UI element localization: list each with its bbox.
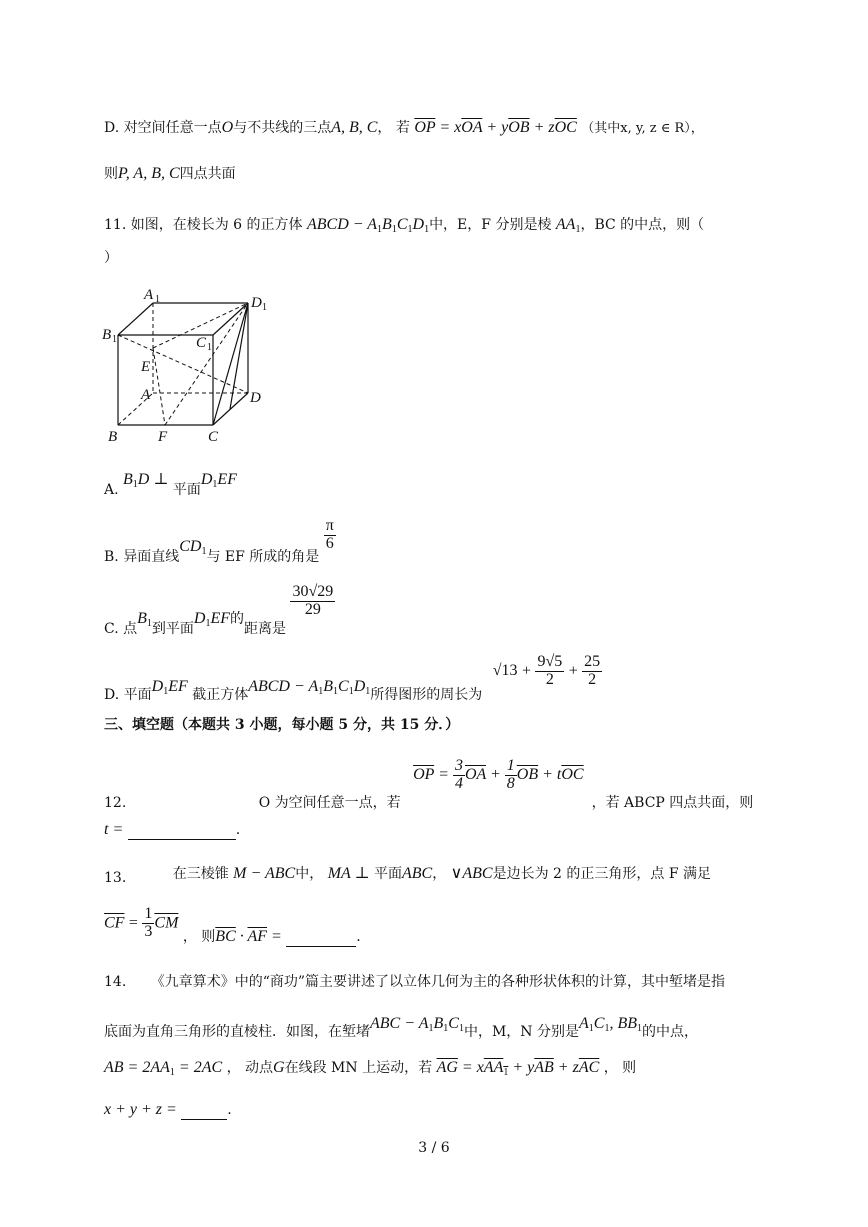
- text: 平面: [374, 866, 402, 882]
- text: 是边长为 2 的正三角形，点 F 满足: [492, 866, 712, 882]
- text: .: [356, 929, 361, 946]
- text: 底面为直角三角形的直棱柱．如图，在堑堵: [104, 1024, 370, 1040]
- text: 则: [104, 166, 118, 182]
- text: 与 EF 所成的角是: [206, 549, 320, 566]
- math-plane: $D_1EF$: [151, 678, 188, 698]
- fraction: [290, 584, 335, 619]
- label-a1: A: [144, 287, 154, 303]
- numerator: 1: [506, 757, 515, 774]
- text: .: [235, 822, 241, 838]
- text: 异面直线: [123, 549, 180, 566]
- label-a: A: [141, 387, 151, 403]
- svg-text:1: 1: [112, 334, 117, 345]
- q14-line4: [104, 1100, 232, 1120]
- math-plane: $D_1EF$: [193, 610, 231, 630]
- denominator: 29: [304, 600, 321, 618]
- denominator: 4: [454, 774, 463, 792]
- svg-text:1: 1: [262, 302, 267, 313]
- text: 的中点，: [642, 1024, 698, 1040]
- vector-equation: $\overline{OP} = x\overline{OA} + y\overline{OB} + z\overline{OC}$: [414, 119, 577, 136]
- vector-equation: $\overline{OP}$ = $\frac{3}{4}$ $\overline{OA}$ + $\frac{1}{8}$ $\overline{OB} + t\overline{OC}$: [413, 757, 584, 792]
- question-number: 13.: [104, 870, 127, 886]
- math-edges: $A_1C_1$, $BB_1$: [579, 1015, 642, 1034]
- vector: $\overline{OB}$: [516, 765, 539, 783]
- vector: $\overline{OA}$: [464, 765, 486, 783]
- option-label: B.: [104, 549, 119, 566]
- q12-line1: [104, 757, 754, 811]
- math-line: $CD_1$: [179, 538, 207, 558]
- numerator: 1: [144, 905, 153, 922]
- denominator: 2: [545, 670, 554, 688]
- fraction-1: [535, 654, 564, 689]
- vector: $\overline{CM}$: [154, 914, 179, 932]
- text: 平面: [172, 482, 201, 498]
- math-plane: ABC: [402, 865, 433, 882]
- text: 在线段 MN 上运动，若: [284, 1060, 433, 1076]
- text: ，若 ABCP 四点共面，则: [591, 794, 754, 811]
- question-number: 12.: [104, 794, 127, 811]
- edge-aa1: $AA_1$: [555, 216, 581, 235]
- q12-line2: [104, 820, 240, 840]
- answer-label: x + y + z =: [104, 1101, 177, 1118]
- math-expr: $B_1D$ ⊥: [123, 471, 169, 490]
- text: ， 动点: [226, 1060, 274, 1076]
- math-cube: ABCD − $A_1B_1C_1D_1$: [248, 678, 371, 698]
- text: 所得图形的周长为: [370, 687, 483, 704]
- denominator: 8: [506, 774, 515, 792]
- option-label: D.: [104, 120, 120, 136]
- answer-label: t =: [104, 821, 124, 838]
- q11-option-b: [104, 517, 336, 566]
- text: ， 则: [182, 929, 216, 946]
- numerator: 30√29: [292, 583, 334, 600]
- label-c: C: [208, 429, 219, 445]
- vector: $\overline{CF}$: [104, 914, 125, 932]
- denominator: 6: [325, 534, 334, 552]
- text: 在三棱锥: [172, 866, 229, 882]
- text: 点: [123, 621, 138, 638]
- option-label: D.: [104, 687, 120, 704]
- option-label: A.: [104, 482, 119, 498]
- label-d: D: [250, 390, 261, 406]
- sqrt-term: √13: [492, 662, 518, 680]
- cube-figure: [100, 285, 280, 450]
- math-prism: ABC − $A_1B_1C_1$: [370, 1015, 464, 1034]
- fraction: [142, 906, 154, 941]
- label-d1: D: [251, 295, 262, 311]
- q11-stem: [104, 215, 704, 236]
- math-plane: $D_1EF$: [200, 471, 237, 490]
- text: ，: [432, 866, 447, 882]
- condition-note: （其中x, y, z ∈ R），: [581, 121, 704, 136]
- q14-line3: [104, 1058, 636, 1079]
- q14-line2: [104, 1014, 698, 1040]
- q10-option-d-line1: [104, 118, 704, 137]
- vector-equation: $\overline{AG} = xAA_1 + y\overline{AB} + z\overline{AC}$: [436, 1059, 600, 1078]
- denominator: 2: [588, 670, 597, 688]
- text: 平面: [123, 687, 152, 704]
- option-label: C.: [104, 621, 119, 638]
- fraction: [324, 518, 336, 553]
- text: ）: [104, 250, 118, 266]
- q14-line1: [104, 974, 725, 991]
- section-heading: 三、填空题（本题共 3 小题，每小题 5 分，共 15 分．）: [104, 717, 460, 733]
- label-f: F: [158, 429, 168, 445]
- label-e: E: [141, 359, 151, 375]
- answer-blank[interactable]: [181, 1102, 227, 1120]
- text: =: [128, 914, 138, 932]
- label-c1: C: [196, 335, 207, 351]
- math-expr: MA ⊥: [327, 865, 370, 882]
- text: ，BC 的中点，则（: [580, 217, 705, 233]
- text: ， 若: [377, 120, 410, 136]
- answer-blank[interactable]: [286, 929, 356, 947]
- svg-text:1: 1: [155, 294, 160, 305]
- svg-text:1: 1: [207, 342, 212, 353]
- text: 截正方体: [192, 687, 249, 704]
- text: O 为空间任意一点，若: [258, 794, 401, 811]
- label-b: B: [108, 429, 118, 445]
- answer-blank[interactable]: [128, 822, 236, 840]
- cube-name: ABCD − $A_1B_1C_1D_1$: [306, 216, 430, 235]
- math-point: $B_1$: [137, 610, 152, 630]
- text: .: [227, 1102, 232, 1118]
- dot-product: $\overline{BC} \cdot \overline{AF}$ =: [215, 928, 282, 946]
- math-pyramid: M − ABC: [233, 865, 296, 882]
- numerator: 9√5: [537, 653, 563, 670]
- text: 距离是: [244, 621, 287, 638]
- q11-option-d: D. 平面$D_1EF$ 截正方体ABCD − $A_1B_1C_1D_1$所得图形的周长为 √13 + $\frac{9√5}{2}$ + $\frac{25}{2}$: [104, 653, 601, 704]
- question-number: 11.: [104, 217, 127, 233]
- numerator: 25: [584, 653, 601, 670]
- label-b1: B: [102, 327, 112, 343]
- text: 与不共线的三点: [233, 120, 332, 136]
- numerator: 3: [454, 757, 463, 774]
- text: ， 则: [603, 1060, 637, 1076]
- q10-option-d-line2: [104, 164, 236, 183]
- text: 中，E，F 分别是棱: [429, 217, 552, 233]
- question-number: 14.: [104, 974, 127, 990]
- math-condition: AB = $2AA_1 = 2AC$: [104, 1059, 223, 1078]
- q11-option-c: [104, 583, 335, 638]
- text: 四点共面: [179, 166, 236, 182]
- page-number: 3 / 6: [418, 1140, 450, 1156]
- math-points: P, A, B, C: [118, 165, 180, 182]
- q11-option-a: [104, 470, 237, 498]
- numerator: π: [325, 517, 334, 534]
- text: 中，: [295, 866, 324, 882]
- fraction-2: [582, 654, 602, 689]
- q13-line2: [104, 905, 361, 946]
- text: 《九章算术》中的“商功”篇主要讲述了以立体几何为主的各种形状体积的计算，其中堑堵是指: [150, 974, 726, 990]
- text: 到平面: [151, 621, 194, 638]
- q13-line1: [104, 864, 712, 886]
- denominator: 3: [144, 922, 153, 940]
- text: 中，M，N 分别是: [463, 1024, 579, 1040]
- q11-stem-end: [104, 250, 118, 267]
- math-point: O: [221, 119, 234, 136]
- text: 的: [230, 611, 245, 628]
- math-points: A, B, C: [331, 119, 378, 136]
- text: 对空间任意一点: [123, 120, 222, 136]
- math-triangle: ∨ABC: [450, 865, 493, 882]
- text: 如图，在棱长为 6 的正方体: [130, 217, 303, 233]
- math-point: G: [273, 1059, 285, 1076]
